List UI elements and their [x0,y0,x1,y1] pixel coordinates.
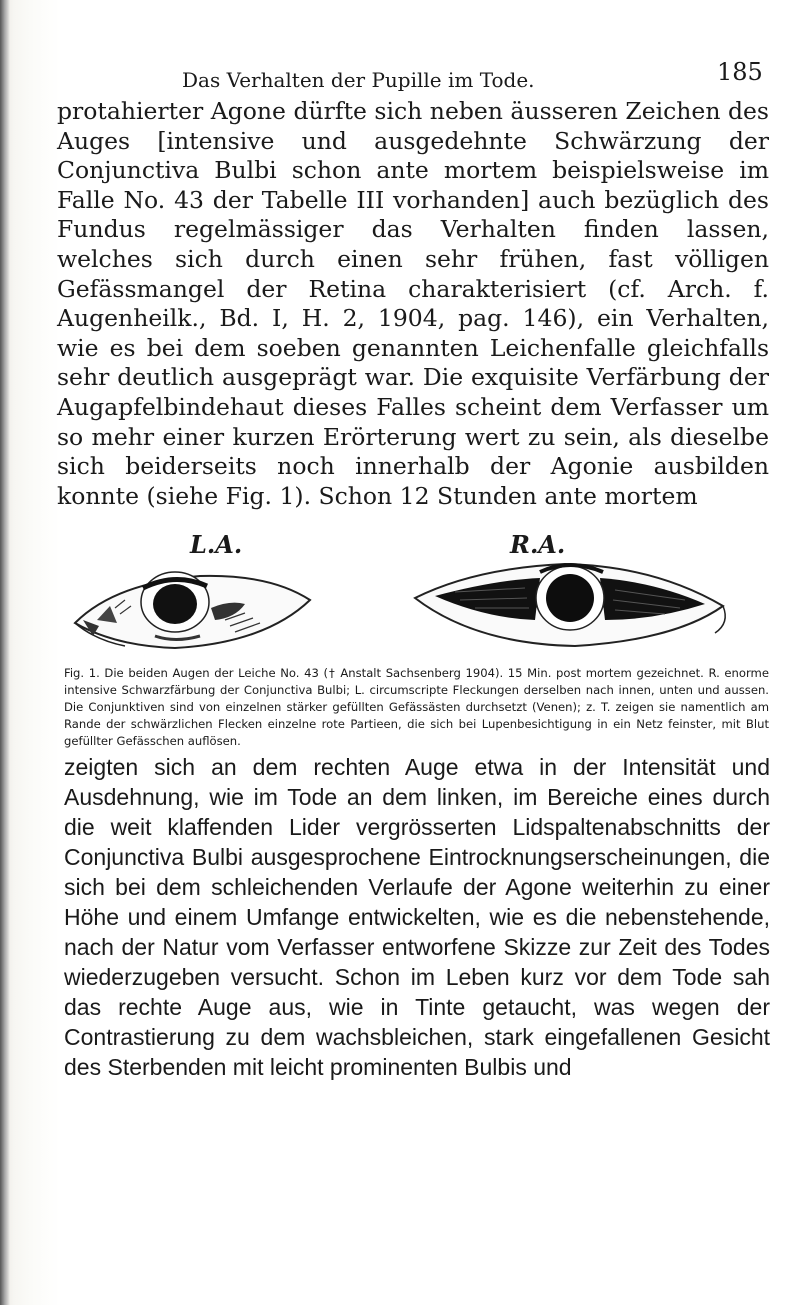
paragraph-text: protahierter Agone dürfte sich neben äusseren Zeichen des Auges [intensive und ausgedehnte Schwärzung der Conjunctiva Bulbi schon ante mortem beispielsweise im Falle No. 43 der Tabelle III vorhanden] auch bezüglich des Fundus regelmässiger das Verhalten finden lassen, welches sich durch einen sehr frühen, fast völligen Gefässmangel der Retina charakterisiert (cf. Arch. f. Augenheilk., Bd. I, H. 2, 1904, pag. 146), ein Verhalten, wie es bei dem soeben genannten Leichenfalle gleichfalls sehr deutlich ausgeprägt war. Die exquisite Verfärbung der Augapfelbindehaut dieses Falles scheint dem Verfasser um so mehr einer kurzen Erörterung wert zu sein, als dieselbe sich beiderseits noch innerhalb der Agonie ausbilden konnte (siehe Fig. 1). Schon 12 Stunden ante mortem [57,97,769,510]
body-paragraph-bottom [64,752,770,1082]
right-eye-drawing [415,564,725,646]
caption-text: Fig. 1. Die beiden Augen der Leiche No. 43 († Anstalt Sachsenberg 1904). 15 Min. post mortem gezeichnet. R. enorme intensive Schwarzfärbung der Conjunctiva Bulbi; L. circumscripte Fleckungen derselben nach innen, unten und aussen. Die Conjunktiven sind von einzelnen stärker gefüllten Gefässästen durchsetzt (Venen); z. T. zeigen sie namentlich am Rande der schwärzlichen Flecken einzelne rote Partieen, die sich bei Lupenbesichtigung in ein Netz feinster, mit Blut gefüllter Gefässchen auflösen. [64,666,769,748]
figure-caption [64,665,769,750]
right-eye-label: R.A. [510,530,566,559]
paragraph-text: zeigten sich an dem rechten Auge etwa in der Intensität und Ausdehnung, wie im Tode an dem linken, im Bereiche eines durch die weit klaffenden Lider vergrösserten Lidspaltenabschnitts der Conjunctiva Bulbi ausgesprochene Eintrocknungserscheinungen, die sich bei dem schleichenden Verlaufe der Agone weiterhin zu einer Höhe und einem Umfange entwickelten, wie es die nebenstehende, nach der Natur vom Verfasser entworfene Skizze zur Zeit des Todes wiederzugeben versucht. Schon im Leben kurz vor dem Tode sah das rechte Auge aus, wie in Tinte getaucht, was wegen der Contrastierung zu dem wachsbleichen, stark eingefallenen Gesicht des Sterbenden mit leicht prominenten Bulbis und [64,754,770,1080]
body-paragraph-top [57,97,769,511]
eye-sketch-figure [55,528,767,658]
left-eye-drawing [75,572,310,648]
page-number: 185 [717,58,763,86]
binding-shadow [0,0,10,1305]
left-eye-label: L.A. [190,530,243,559]
running-title: Das Verhalten der Pupille im Tode. [182,68,535,92]
